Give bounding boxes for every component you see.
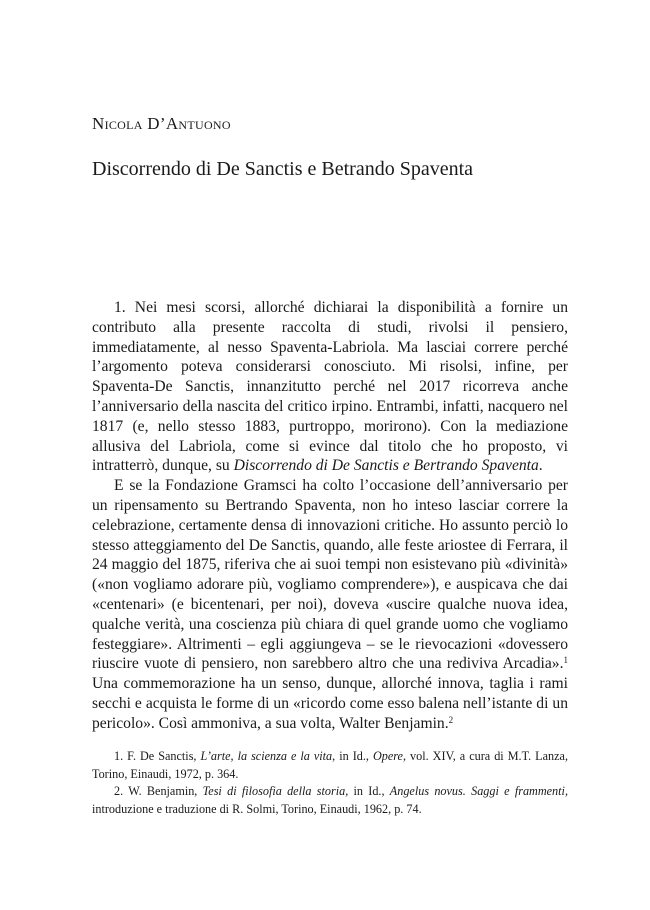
footnote-2-text: 2. W. Benjamin,: [114, 784, 203, 799]
body-text: [92, 298, 568, 734]
footnote-1: [92, 748, 568, 783]
footnote-1-end: , vol. XIV, a cura di M.T. Lanza, Torino, Einaudi, 1972, p. 364.: [92, 749, 568, 781]
paragraph-2: [92, 476, 568, 733]
footnote-2-mid: , in Id.,: [345, 784, 390, 799]
footnote-1-work: Opere: [372, 749, 403, 763]
footnote-2-end: , introduzione e traduzione di R. Solmi, Torino, Einaudi, 1962, p. 74.: [92, 784, 568, 816]
footnote-1-title: L’arte, la scienza e la vita: [200, 749, 333, 763]
footnotes: [92, 748, 568, 818]
paragraph-2-cont: Una commemorazione ha un senso, dunque, allorché innova, taglia i rami secchi e acquista le forme di un «ricordo come esso balena nell’istante di un pericolo». Così ammoniva, a sua volta, Walter Benjamin.: [92, 675, 568, 732]
paragraph-1-italic: Discorrendo di De Sanctis e Bertrando Spaventa: [233, 457, 539, 475]
footnote-ref-1[interactable]: 1: [563, 655, 568, 666]
footnote-2-title: Tesi di filosofia della storia: [202, 784, 346, 799]
footnote-2-work: Angelus novus. Saggi e frammenti: [389, 784, 565, 799]
chapter-title: Discorrendo di De Sanctis e Betrando Spaventa: [92, 158, 474, 180]
footnote-1-text: 1. F. De Sanctis,: [114, 749, 201, 763]
paragraph-1: [92, 298, 568, 476]
paragraph-1-end: .: [538, 457, 543, 475]
author-name: Nicola D’Antuono: [92, 114, 231, 133]
paragraph-2-text: E se la Fondazione Gramsci ha colto l’occasione dell’anniversario per un ripensamento su Bertrando Spaventa, non ho inteso lasciar correre la celebrazione, certamente densa di innovazioni critiche. Ho assunto perciò lo stesso atteggiamento del De Sanctis, quando, alle feste ariostee di Ferrara, il 24 maggio del 1875, riferiva che ai suoi tempi non esistevano più «divinità» («non vogliamo adorare più, vogliamo comprendere»), e auspicava che dai «centenari» (e bicentenari, per noi), doveva «uscire qualche nuova idea, qualche verità, una coscienza più chiara di quel grande uomo che vogliamo festeggiare». Altrimenti – egli aggiungeva – se le rievocazioni «dovessero riuscire vuote di pensiero, non sarebbero altro che una rediviva Arcadia».: [92, 477, 568, 673]
footnote-2: [92, 783, 568, 818]
footnote-ref-2[interactable]: 2: [448, 714, 454, 725]
footnote-1-mid: , in Id.,: [332, 749, 373, 763]
paragraph-1-text: 1. Nei mesi scorsi, allorché dichiarai la disponibilità a fornire un contributo alla presente raccolta di studi, rivolsi il pensiero, immediatamente, al nesso Spaventa-Labriola. Ma lasciai correre perché l’argomento poteva considerarsi conosciuto. Mi risolsi, infine, per Spaventa-De Sanctis, innanzitutto perché nel 2017 ricorreva anche l’anniversario della nascita del critico irpino. Entrambi, infatti, nacquero nel 1817 (e, nello stesso 1883, purtroppo, morirono). Con la mediazione allusiva del Labriola, come si evince dal titolo che ho proposto, vi intratterrò, dunque, su: [92, 299, 568, 475]
